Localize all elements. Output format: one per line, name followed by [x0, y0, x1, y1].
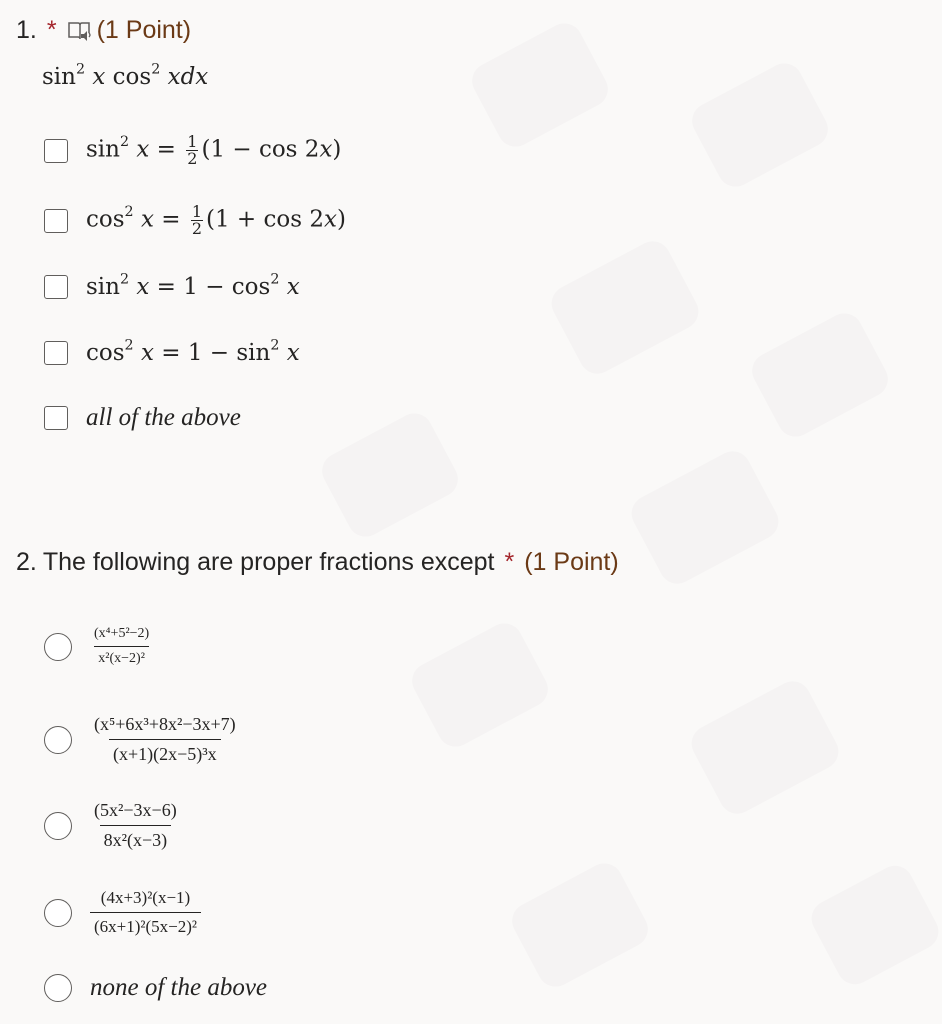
- required-asterisk: *: [46, 16, 57, 44]
- q1-option-2[interactable]: [44, 204, 346, 237]
- immersive-reader-icon[interactable]: [67, 19, 93, 43]
- radio-button[interactable]: [44, 899, 72, 927]
- option-label: none of the above: [90, 974, 268, 1001]
- checkbox[interactable]: [44, 406, 68, 430]
- question-1-header: [16, 16, 191, 45]
- q2-option-3[interactable]: [44, 800, 181, 851]
- q1-option-1[interactable]: [44, 134, 341, 167]
- required-asterisk: *: [504, 548, 515, 576]
- option-label: $\sin^2 x$ = $\frac{1}{2}$ (1 − cos 2x): [86, 132, 342, 168]
- question-number: 1.: [16, 16, 37, 44]
- radio-button[interactable]: [44, 974, 72, 1002]
- radio-button[interactable]: [44, 726, 72, 754]
- option-label: $\cos^2 x = 1 - \sin^2 x$: [86, 337, 300, 366]
- option-label: all of the above: [86, 404, 241, 431]
- option-label: (5x²−3x−6) 8x²(x−3): [94, 800, 177, 850]
- checkbox[interactable]: [44, 139, 68, 163]
- question-2-header: [16, 548, 619, 577]
- checkbox[interactable]: [44, 275, 68, 299]
- radio-button[interactable]: [44, 812, 72, 840]
- option-label: $\sin^2 x = 1 - \cos^2 x$: [86, 271, 300, 300]
- q1-option-5[interactable]: [44, 404, 241, 432]
- question-number: 2.: [16, 548, 37, 576]
- question-title: The following are proper fractions except: [42, 548, 495, 576]
- option-label: (4x+3)²(x−1) (6x+1)²(5x−2)²: [90, 888, 201, 937]
- option-label: $\cos^2 x$ = $\frac{1}{2}$ (1 + cos 2x): [86, 202, 346, 238]
- q2-option-2[interactable]: [44, 714, 240, 765]
- question-points: (1 Point): [524, 548, 619, 576]
- q1-option-4[interactable]: [44, 337, 300, 366]
- checkbox[interactable]: [44, 341, 68, 365]
- checkbox[interactable]: [44, 209, 68, 233]
- q2-option-1[interactable]: [44, 626, 153, 667]
- question-1-prompt: $\sin^2 x$ $\cos^2$ xdx: [42, 61, 209, 90]
- option-label: (x⁵+6x³+8x²−3x+7) (x+1)(2x−5)³x: [94, 714, 236, 764]
- question-points: (1 Point): [96, 16, 192, 44]
- q2-option-5[interactable]: [44, 974, 267, 1002]
- q1-option-3[interactable]: [44, 271, 300, 300]
- q2-option-4[interactable]: [44, 888, 201, 937]
- option-label: (x⁴+5²−2) x²(x−2)²: [94, 626, 150, 666]
- radio-button[interactable]: [44, 633, 72, 661]
